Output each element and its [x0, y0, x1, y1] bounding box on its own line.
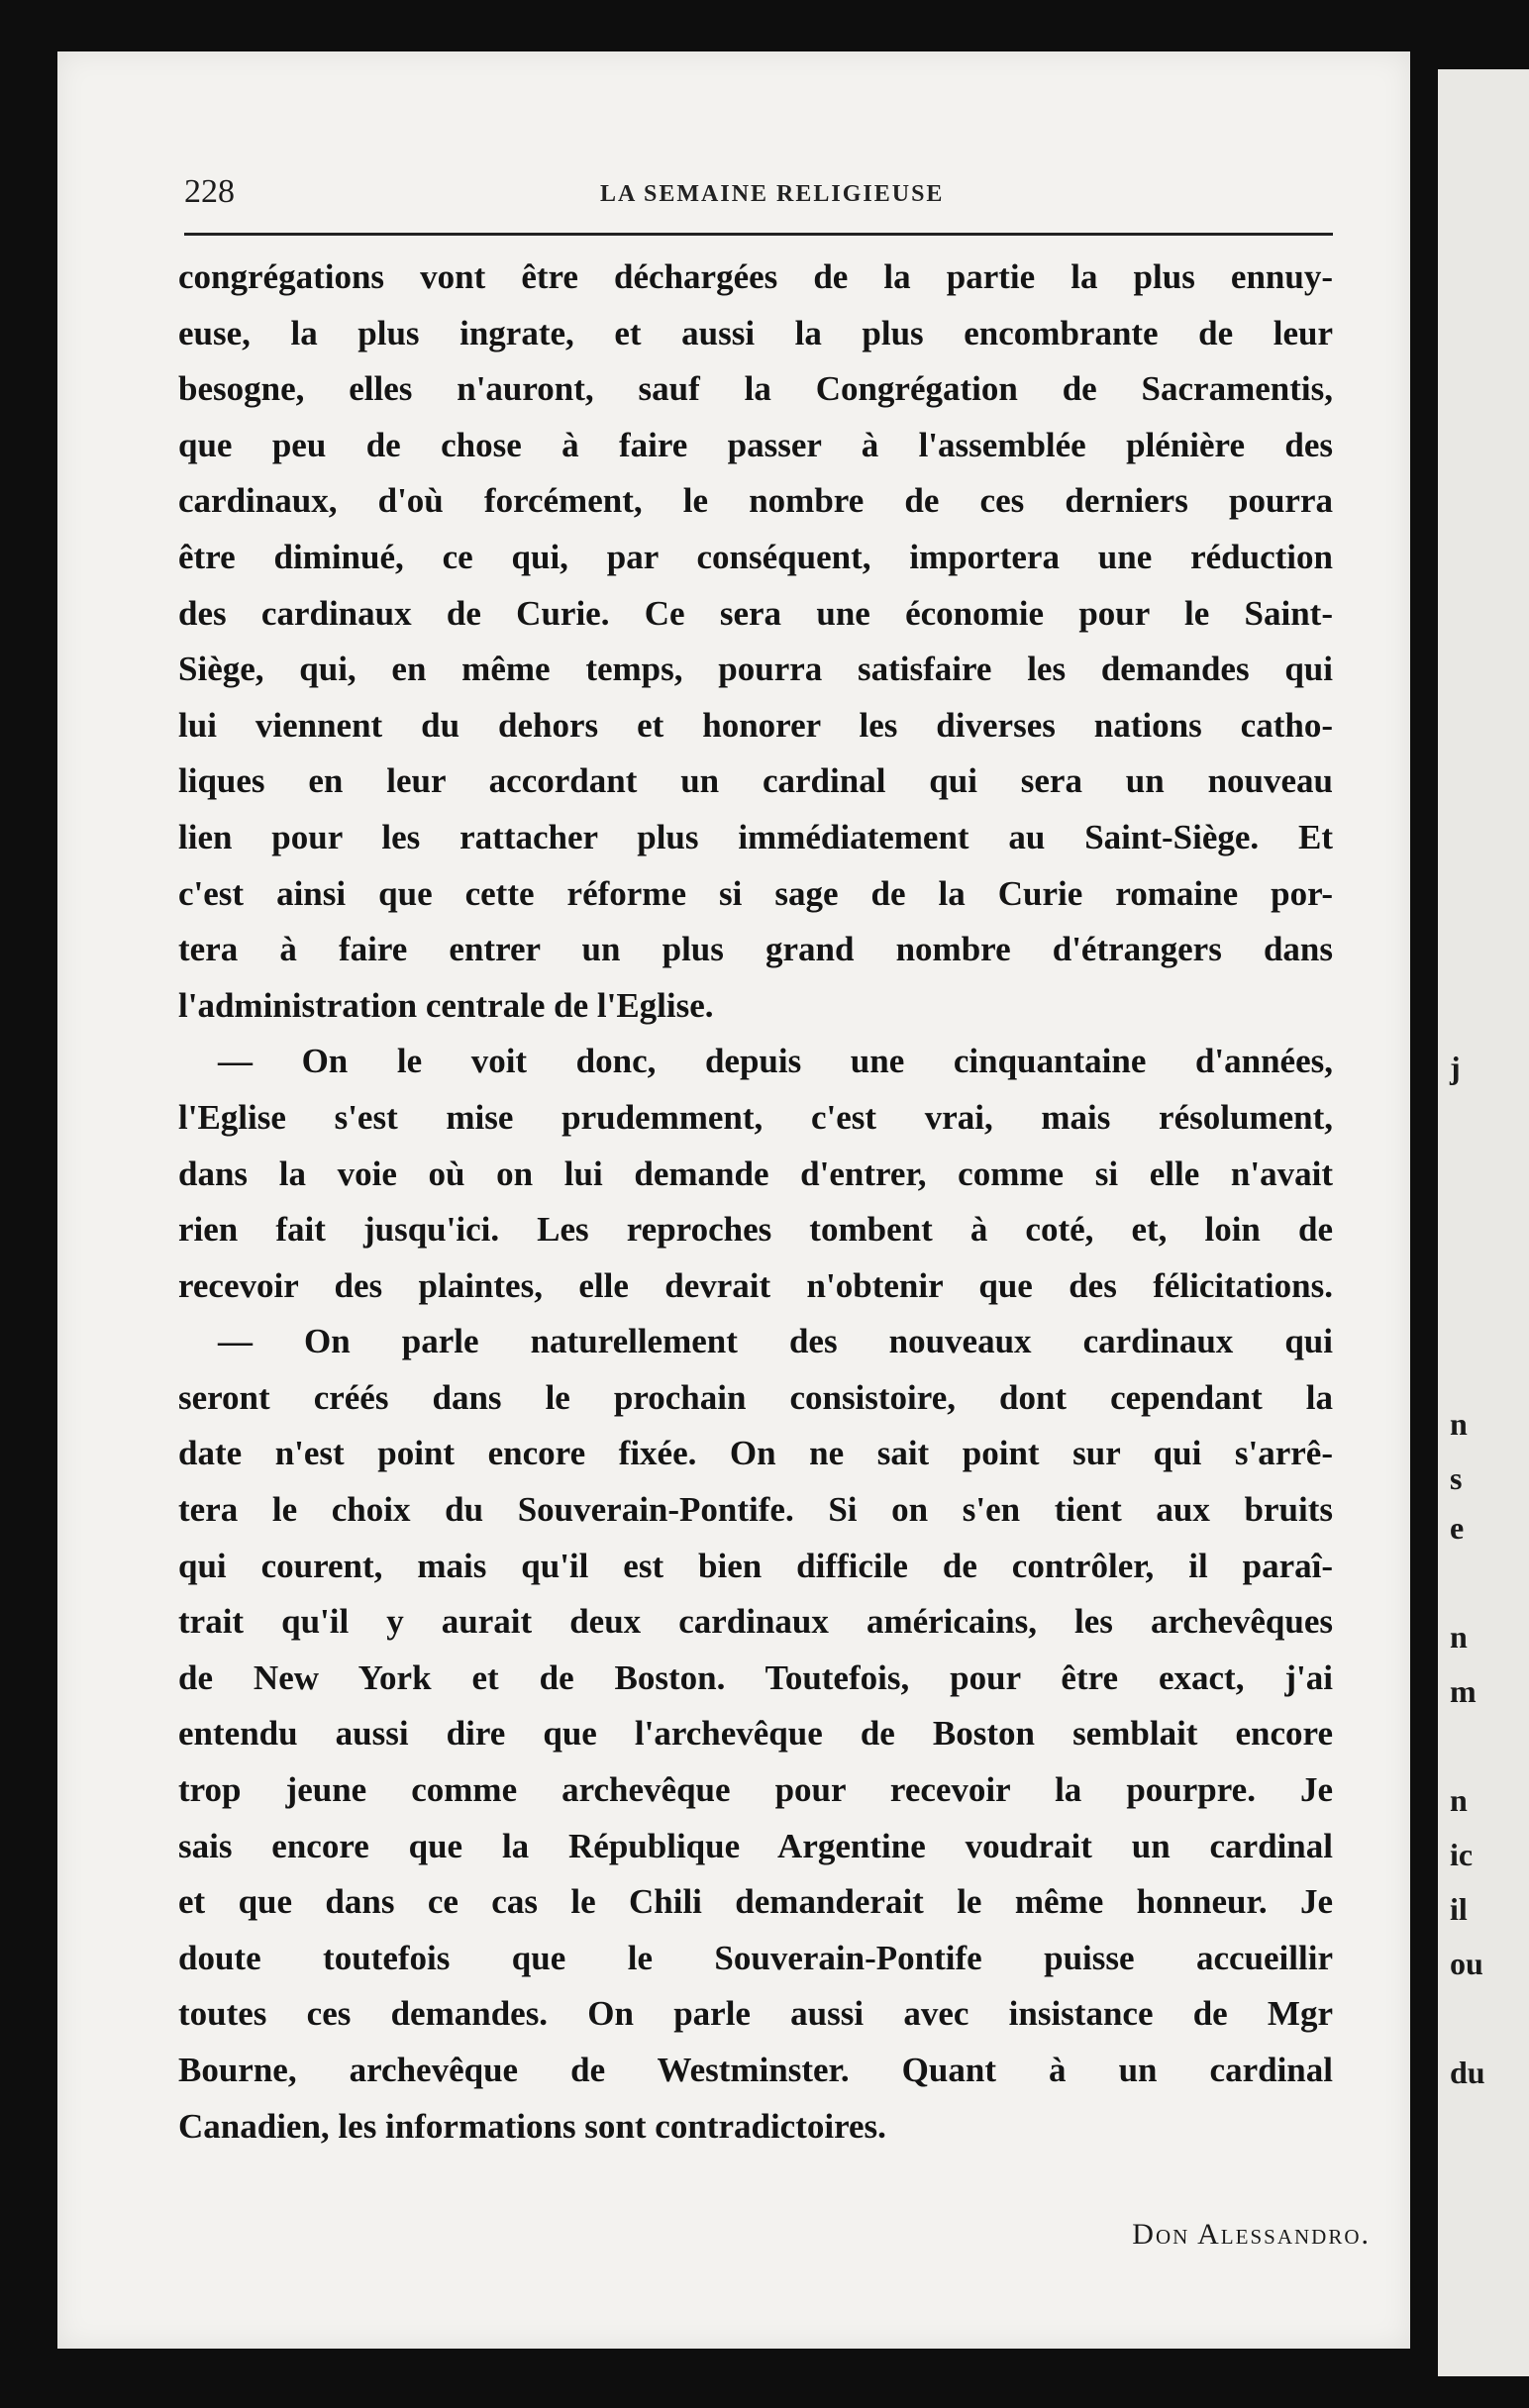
- text-line: Siège, qui, en même temps, pourra satisfaire les demandes qui: [178, 650, 1333, 689]
- text-line: euse, la plus ingrate, et aussi la plus encombrante de leur: [178, 313, 1333, 352]
- text-line: Bourne, archevêque de Westminster. Quant à un cardinal: [178, 2051, 1333, 2089]
- next-page-fragment: n: [1450, 1619, 1468, 1655]
- text-line: trop jeune comme archevêque pour recevoir la pourpre. Je: [178, 1770, 1333, 1810]
- text-line: et que dans ce cas le Chili demanderait le même honneur. Je: [178, 1882, 1333, 1922]
- page-number: 228: [184, 173, 235, 210]
- text-line: toutes ces demandes. On parle aussi avec insistance de Mgr: [178, 1994, 1333, 2034]
- text-line: recevoir des plaintes, elle devrait n'obtenir que des félicitations.: [178, 1265, 1333, 1305]
- text-line: l'administration centrale de l'Eglise.: [178, 985, 714, 1025]
- text-line: sais encore que la République Argentine voudrait un cardinal: [178, 1826, 1333, 1865]
- text-line: qui courent, mais qu'il est bien difficile de contrôler, il paraî-: [178, 1546, 1333, 1585]
- text-line: de New York et de Boston. Toutefois, pour être exact, j'ai: [178, 1657, 1333, 1697]
- text-line: trait qu'il y aurait deux cardinaux américains, les archevêques: [178, 1602, 1333, 1642]
- text-line: besogne, elles n'auront, sauf la Congrégation de Sacramentis,: [178, 369, 1333, 409]
- page-header: [184, 173, 1333, 236]
- next-page-fragment: e: [1450, 1510, 1465, 1546]
- text-line: seront créés dans le prochain consistoire, dont cependant la: [178, 1377, 1333, 1417]
- text-line: liques en leur accordant un cardinal qui sera un nouveau: [178, 761, 1333, 801]
- text-line: cardinaux, d'où forcément, le nombre de ces derniers pourra: [178, 481, 1333, 521]
- text-line: des cardinaux de Curie. Ce sera une économie pour le Saint-: [178, 593, 1333, 633]
- text-line: — On le voit donc, depuis une cinquantaine d'années,: [218, 1042, 1333, 1081]
- text-line: congrégations vont être déchargées de la partie la plus ennuy-: [178, 257, 1333, 296]
- article-body: [178, 250, 1333, 2155]
- next-page-fragment: n: [1450, 1782, 1468, 1818]
- running-title: LA SEMAINE RELIGIEUSE: [600, 181, 945, 207]
- text-line: tera à faire entrer un plus grand nombre d'étrangers dans: [178, 930, 1333, 969]
- next-page-fragment: il: [1450, 1891, 1468, 1927]
- next-page-fragment: n: [1450, 1406, 1468, 1442]
- next-page-fragment: ic: [1450, 1837, 1474, 1872]
- next-page-fragment: j: [1450, 1050, 1461, 1085]
- text-line: Canadien, les informations sont contradictoires.: [178, 2106, 886, 2146]
- next-page-fragment: m: [1450, 1673, 1477, 1709]
- text-line: lien pour les rattacher plus immédiatement au Saint-Siège. Et: [178, 817, 1333, 856]
- adjacent-page-edge: [1438, 69, 1529, 2376]
- text-line: date n'est point encore fixée. On ne sait point sur qui s'arrê-: [178, 1434, 1333, 1473]
- text-line: tera le choix du Souverain-Pontife. Si on s'en tient aux bruits: [178, 1490, 1333, 1530]
- text-line: rien fait jusqu'ici. Les reproches tombent à coté, et, loin de: [178, 1210, 1333, 1250]
- author-signature: Don Alessandro.: [1132, 2218, 1371, 2251]
- next-page-fragment: ou: [1450, 1946, 1483, 1981]
- text-line: doute toutefois que le Souverain-Pontife puisse accueillir: [178, 1938, 1333, 1977]
- text-line: — On parle naturellement des nouveaux cardinaux qui: [218, 1322, 1333, 1361]
- text-line: que peu de chose à faire passer à l'assemblée plénière des: [178, 425, 1333, 464]
- text-line: lui viennent du dehors et honorer les diverses nations catho-: [178, 705, 1333, 745]
- text-line: être diminué, ce qui, par conséquent, importera une réduction: [178, 537, 1333, 576]
- text-line: l'Eglise s'est mise prudemment, c'est vrai, mais résolument,: [178, 1097, 1333, 1137]
- text-line: c'est ainsi que cette réforme si sage de la Curie romaine por-: [178, 873, 1333, 913]
- next-page-fragment: s: [1450, 1460, 1463, 1496]
- next-page-fragment: du: [1450, 2055, 1485, 2090]
- text-line: entendu aussi dire que l'archevêque de Boston semblait encore: [178, 1714, 1333, 1754]
- text-line: dans la voie où on lui demande d'entrer, comme si elle n'avait: [178, 1154, 1333, 1193]
